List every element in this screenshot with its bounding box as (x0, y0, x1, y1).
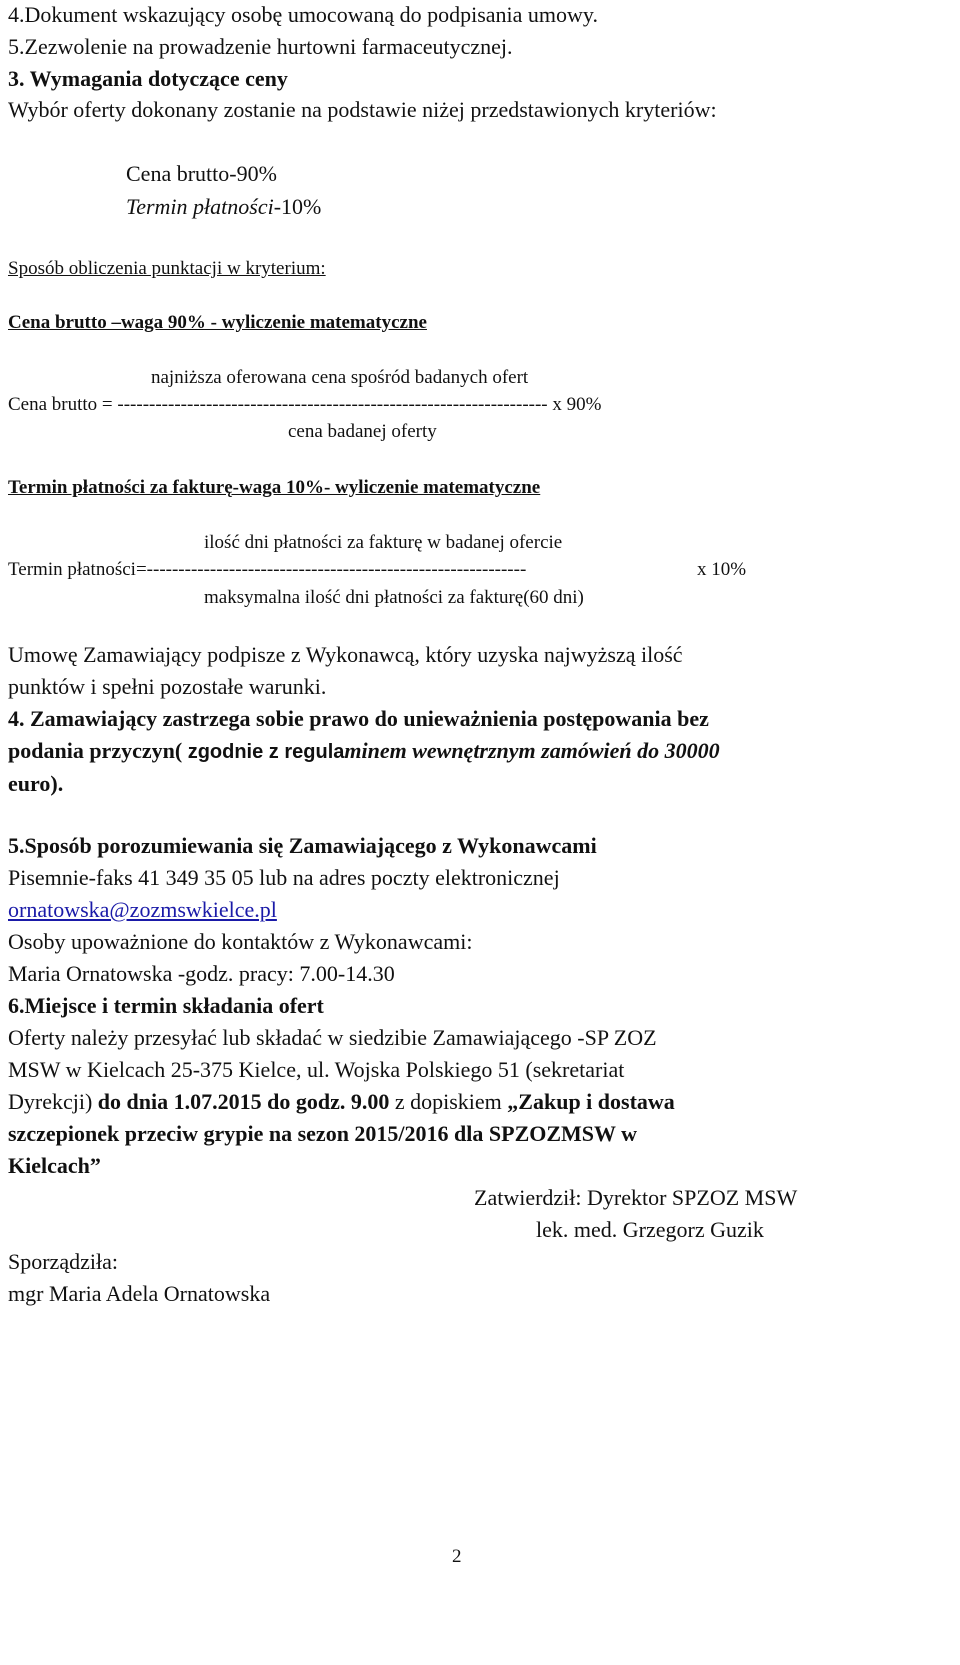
section-6-heading: 6.Miejsce i termin składania ofert (8, 993, 324, 1018)
scoring-method-heading: Sposób obliczenia punktacji w kryterium: (8, 258, 326, 279)
offers-line-1: Oferty należy przesyłać lub składać w siedzibie Zamawiającego -SP ZOZ (8, 1025, 657, 1050)
offers-subject-start: „Zakup i dostawa (507, 1089, 675, 1114)
offers-deadline: do dnia 1.07.2015 do godz. 9.00 (97, 1089, 390, 1114)
contract-line-2: punktów i spełni pozostałe warunki. (8, 674, 327, 699)
price-formula-numerator: najniższa oferowana cena spośród badanych ofert (151, 367, 529, 388)
criterion-price: Cena brutto-90% (126, 161, 277, 186)
price-formula-denominator: cena badanej oferty (288, 421, 437, 442)
page-number: 2 (452, 1546, 462, 1567)
contact-person-line: Maria Ornatowska -godz. pracy: 7.00-14.30 (8, 961, 395, 986)
criterion-payment-term (126, 196, 321, 218)
offers-line-4: szczepionek przeciw grypie na sezon 2015/2016 dla SPZOZMSW w (8, 1121, 638, 1146)
prepared-by-name: mgr Maria Adela Ornatowska (8, 1281, 271, 1306)
offers-line-2: MSW w Kielcach 25-375 Kielce, ul. Wojska Polskiego 51 (sekretariat (8, 1057, 625, 1082)
section-4-text-a: podania przyczyn( (8, 738, 188, 763)
contacts-line: Osoby upoważnione do kontaktów z Wykonawcami: (8, 929, 473, 954)
criterion-payment-term-label: Termin płatności (126, 194, 274, 219)
section-4-line-1: 4. Zamawiający zastrzega sobie prawo do unieważnienia postępowania bez (8, 706, 709, 731)
approver-name: lek. med. Grzegorz Guzik (536, 1217, 764, 1242)
price-criterion-heading: Cena brutto –waga 90% - wyliczenie matematyczne (8, 312, 427, 333)
offers-line-5: Kielcach” (8, 1153, 101, 1178)
contract-line-1: Umowę Zamawiający podpisze z Wykonawcą, który uzyska najwyższą ilość (8, 642, 683, 667)
price-formula-line: Cena brutto = -------------------------------------------------------------------- x 90% (8, 394, 602, 415)
payment-criterion-heading: Termin płatności za fakturę-waga 10%- wyliczenie matematyczne (8, 477, 541, 498)
section-4-line-3: euro). (8, 771, 64, 796)
list-item-4: 4.Dokument wskazujący osobę umocowaną do podpisania umowy. (8, 2, 599, 27)
payment-formula-multiplier: x 10% (697, 559, 747, 580)
section-3-heading: 3. Wymagania dotyczące ceny (8, 66, 288, 91)
section-5-heading: 5.Sposób porozumiewania się Zamawiającego z Wykonawcami (8, 833, 597, 858)
section-4-line-2 (8, 740, 720, 762)
section-4-text-c: minem wewnętrznym zamówień do 30000 (344, 738, 720, 763)
section-4-text-b: zgodnie z regula (187, 741, 345, 763)
payment-formula-line: Termin płatności=------------------------------------------------------------ (8, 559, 527, 580)
email-link[interactable]: ornatowska@zozmswkielce.pl (8, 897, 277, 922)
list-item-5: 5.Zezwolenie na prowadzenie hurtowni farmaceutycznej. (8, 34, 513, 59)
selection-intro: Wybór oferty dokonany zostanie na podstawie niżej przedstawionych kryteriów: (8, 97, 717, 122)
approved-by-line: Zatwierdził: Dyrektor SPZOZ MSW (474, 1185, 798, 1210)
offers-line-3-c: z dopiskiem (389, 1089, 508, 1114)
payment-formula-numerator: ilość dni płatności za fakturę w badanej ofercie (204, 532, 563, 553)
criterion-payment-term-weight: -10% (273, 194, 322, 219)
offers-line-3 (8, 1091, 675, 1113)
prepared-by-label: Sporządziła: (8, 1249, 118, 1274)
offers-line-3-a: Dyrekcji) (8, 1089, 98, 1114)
payment-formula-denominator: maksymalna ilość dni płatności za fakturę(60 dni) (204, 587, 584, 608)
email-line (8, 899, 277, 921)
fax-line: Pisemnie-faks 41 349 35 05 lub na adres poczty elektronicznej (8, 865, 560, 890)
